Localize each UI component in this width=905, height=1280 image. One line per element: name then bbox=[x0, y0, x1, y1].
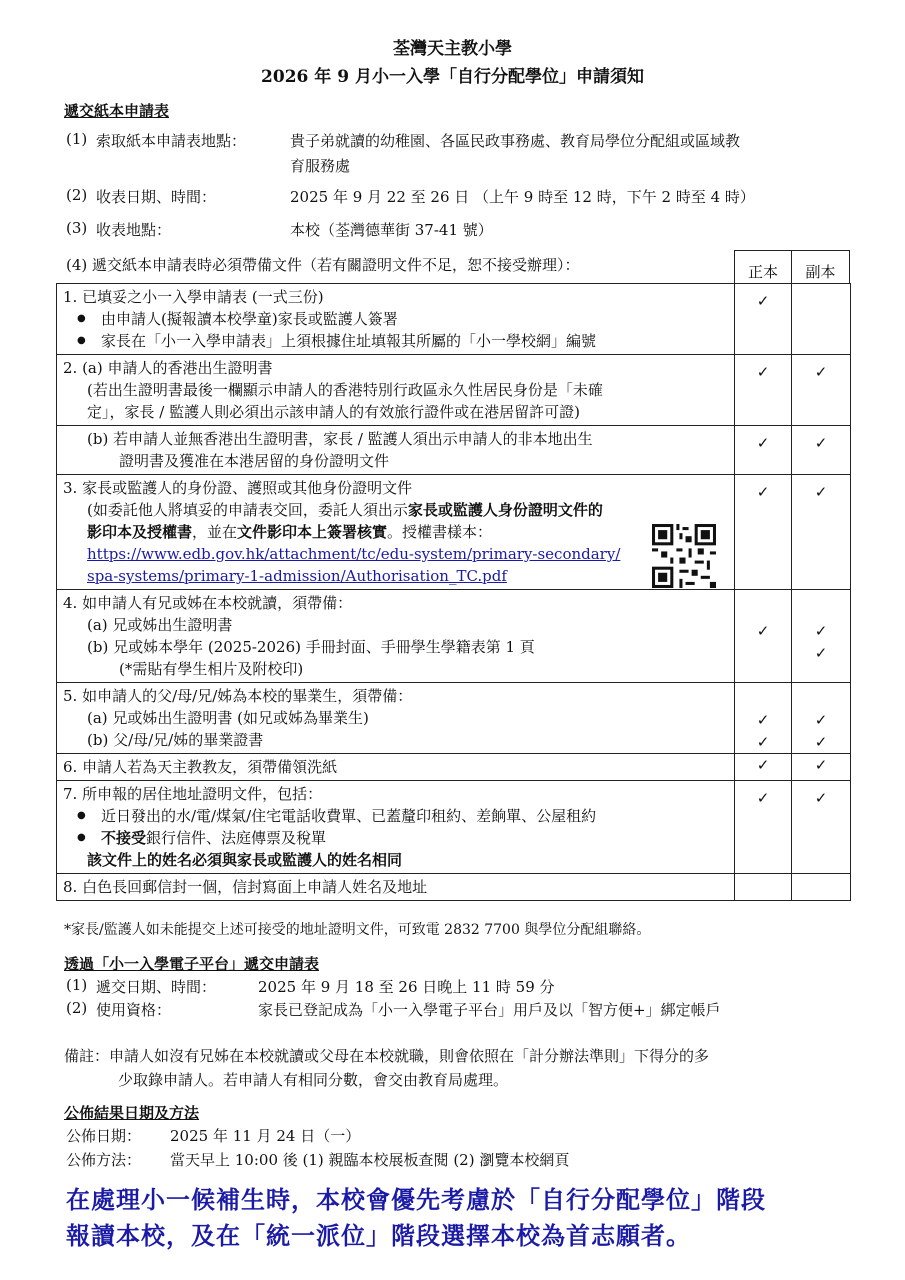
doc-6-title: 6. 申請人若為天主教教友，須帶備領洗紙 bbox=[63, 758, 338, 776]
qr-code-icon bbox=[650, 524, 718, 588]
check-icon: ✓ bbox=[814, 789, 828, 807]
item-1-no: (1) bbox=[66, 130, 88, 148]
doc-3-text-b: 家長或監護人身份證明文件的 bbox=[407, 501, 603, 519]
check-icon: ✓ bbox=[814, 756, 828, 774]
doc-8-title: 8. 白色長回郵信封一個，信封寫面上申請人姓名及地址 bbox=[63, 878, 428, 896]
check-icon: ✓ bbox=[756, 434, 770, 452]
doc-2a-note-1: (若出生證明書最後一欄顯示申請人的香港特別行政區永久性居民身份是「未確 bbox=[87, 381, 603, 399]
check-icon: ✓ bbox=[756, 292, 770, 310]
online-1-label: 遞交日期、時間： bbox=[96, 978, 217, 996]
doc-3-text-f: 。授權書樣本： bbox=[387, 523, 493, 541]
doc-4-b: (b) 兄或姊本學年 (2025-2026) 手冊封面、手冊學生學籍表第 1 頁 bbox=[87, 638, 535, 656]
doc-4-title: 4. 如申請人有兄或姊在本校就讀，須帶備： bbox=[63, 594, 353, 612]
item-1-value-cont: 育服務處 bbox=[290, 157, 351, 175]
check-icon: ✓ bbox=[814, 434, 828, 452]
docs-intro: (4) 遞交紙本申請表時必須帶備文件（若有關證明文件不足，恕不接受辦理）： bbox=[66, 256, 580, 274]
doc-row-7 bbox=[57, 781, 851, 874]
check-icon: ✓ bbox=[756, 733, 770, 751]
online-heading: 透過「小一入學電子平台」遞交申請表 bbox=[64, 955, 320, 973]
results-date-label: 公佈日期： bbox=[66, 1127, 142, 1145]
check-icon: ✓ bbox=[756, 363, 770, 381]
doc-5-b: (b) 父/母/兄/姊的畢業證書 bbox=[87, 731, 264, 749]
check-icon: ✓ bbox=[756, 483, 770, 501]
check-icon: ✓ bbox=[814, 711, 828, 729]
doc-7-name-rule: 該文件上的姓名必須與家長或監護人的姓名相同 bbox=[87, 851, 403, 869]
doc-4-a: (a) 兄或姊出生證明書 bbox=[87, 616, 233, 634]
results-heading: 公佈結果日期及方法 bbox=[64, 1104, 200, 1122]
doc-2b-line-2: 證明書及獲准在本港居留的身份證明文件 bbox=[119, 452, 390, 470]
online-2-label: 使用資格： bbox=[96, 1001, 172, 1019]
check-icon: ✓ bbox=[814, 483, 828, 501]
check-icon: ✓ bbox=[756, 789, 770, 807]
authorisation-link-cont[interactable]: spa-systems/primary-1-admission/Authorisation_TC.pdf bbox=[87, 567, 507, 585]
online-2-value: 家長已登記成為「小一入學電子平台」用戶及以「智方便+」綁定帳戶 bbox=[258, 1001, 721, 1019]
doc-4-note: (*需貼有學生相片及附校印) bbox=[119, 660, 304, 678]
paper-heading: 遞交紙本申請表 bbox=[64, 102, 170, 120]
doc-3-title: 3. 家長或監護人的身份證、護照或其他身份證明文件 bbox=[63, 479, 413, 497]
check-icon: ✓ bbox=[814, 644, 828, 662]
authorisation-link[interactable]: https://www.edb.gov.hk/attachment/tc/edu-system/primary-secondary/ bbox=[87, 545, 621, 563]
doc-5-title: 5. 如申請人的父/母/兄/姊為本校的畢業生，須帶備： bbox=[63, 687, 413, 705]
check-icon: ✓ bbox=[814, 622, 828, 640]
item-1-label: 索取紙本申請表地點： bbox=[96, 132, 247, 150]
doc-2b-line-1: (b) 若申請人並無香港出生證明書，家長 / 監護人須出示申請人的非本地出生 bbox=[87, 430, 593, 448]
check-icon: ✓ bbox=[814, 733, 828, 751]
remark-line-2: 少取錄申請人。若申請人有相同分數，會交由教育局處理。 bbox=[118, 1071, 509, 1089]
doc-2a-note-2: 定」，家長 / 監護人則必須出示該申請人的有效旅行證件或在港居留許可證) bbox=[87, 403, 580, 421]
item-1-value: 貴子弟就讀的幼稚園、各區民政事務處、教育局學位分配組或區域教 bbox=[290, 132, 741, 150]
doc-3-text-a: (如委託他人將填妥的申請表交回，委託人須出示 bbox=[87, 501, 408, 519]
doc-7-title: 7. 所申報的居住地址證明文件，包括： bbox=[63, 785, 323, 803]
item-2-value: 2025 年 9 月 22 至 26 日 （上午 9 時至 12 時，下午 2 時至 4 時） bbox=[290, 188, 755, 206]
item-2-no: (2) bbox=[66, 186, 88, 204]
online-1-value: 2025 年 9 月 18 至 26 日晚上 11 時 59 分 bbox=[258, 978, 555, 996]
results-method-label: 公佈方法： bbox=[66, 1151, 142, 1169]
doc-7-not-accepted: 不接受 bbox=[101, 829, 147, 847]
doc-row-8 bbox=[57, 874, 851, 901]
online-2-no: (2) bbox=[66, 999, 88, 1017]
doc-1-bullet-1: ● 由申請人(擬報讀本校學童)家長或監護人簽署 bbox=[63, 308, 728, 330]
doc-5-a: (a) 兄或姊出生證明書 (如兄或姊為畢業生) bbox=[87, 709, 369, 727]
doc-1-title: 1. 已填妥之小一入學申請表 (一式三份) bbox=[63, 288, 324, 306]
results-date-value: 2025 年 11 月 24 日（一） bbox=[170, 1127, 361, 1145]
doc-1-bullet-2: ● 家長在「小一入學申請表」上須根據住址填報其所屬的「小一學校網」編號 bbox=[63, 330, 728, 352]
doc-row-5 bbox=[57, 683, 851, 754]
item-3-label: 收表地點： bbox=[96, 221, 172, 239]
doc-7-bullet-2: 銀行信件、法庭傳票及稅單 bbox=[146, 829, 327, 847]
documents-table bbox=[56, 283, 851, 901]
footnote: *家長/監護人如未能提交上述可接受的地址證明文件，可致電 2832 7700 與學位分配組聯絡。 bbox=[64, 922, 651, 938]
doc-row-4 bbox=[57, 590, 851, 683]
check-icon: ✓ bbox=[756, 711, 770, 729]
results-method-value: 當天早上 10:00 後 (1) 親臨本校展板查閱 (2) 瀏覽本校網頁 bbox=[170, 1151, 570, 1169]
doc-row-6 bbox=[57, 754, 851, 781]
remark-line-1: 備註：申請人如沒有兄姊在本校就讀或父母在本校就職，則會依照在「計分辦法準則」下得分的多 bbox=[64, 1047, 710, 1065]
doc-7-bullet-1: ● 近日發出的水/電/煤氣/住宅電話收費單、已蓋釐印租約、差餉單、公屋租約 bbox=[63, 805, 728, 827]
doc-2a-title: 2. (a) 申請人的香港出生證明書 bbox=[63, 359, 273, 377]
doc-3-text-e: 文件影印本上簽署核實 bbox=[237, 523, 388, 541]
doc-3-text-c: 影印本及授權書 bbox=[87, 523, 193, 541]
doc-row-2a bbox=[57, 355, 851, 426]
online-1-no: (1) bbox=[66, 976, 88, 994]
item-2-label: 收表日期、時間： bbox=[96, 188, 217, 206]
item-3-no: (3) bbox=[66, 219, 88, 237]
waitlist-note-line-2: 報讀本校，及在「統一派位」階段選擇本校為首志願者。 bbox=[66, 1221, 691, 1250]
doc-row-1 bbox=[57, 284, 851, 355]
page-title: 2026 年 9 月小一入學「自行分配學位」申請須知 bbox=[261, 67, 644, 87]
doc-3-text-d: ，並在 bbox=[192, 523, 238, 541]
col-original-header: 正本 bbox=[734, 250, 792, 284]
col-copy-header: 副本 bbox=[791, 250, 850, 284]
check-icon: ✓ bbox=[756, 756, 770, 774]
check-icon: ✓ bbox=[756, 622, 770, 640]
doc-row-3 bbox=[57, 475, 851, 590]
waitlist-note-line-1: 在處理小一候補生時，本校會優先考慮於「自行分配學位」階段 bbox=[66, 1185, 766, 1214]
item-3-value: 本校（荃灣德華街 37-41 號） bbox=[290, 221, 493, 239]
check-icon: ✓ bbox=[814, 363, 828, 381]
doc-row-2b bbox=[57, 426, 851, 475]
school-name: 荃灣天主教小學 bbox=[393, 39, 512, 59]
